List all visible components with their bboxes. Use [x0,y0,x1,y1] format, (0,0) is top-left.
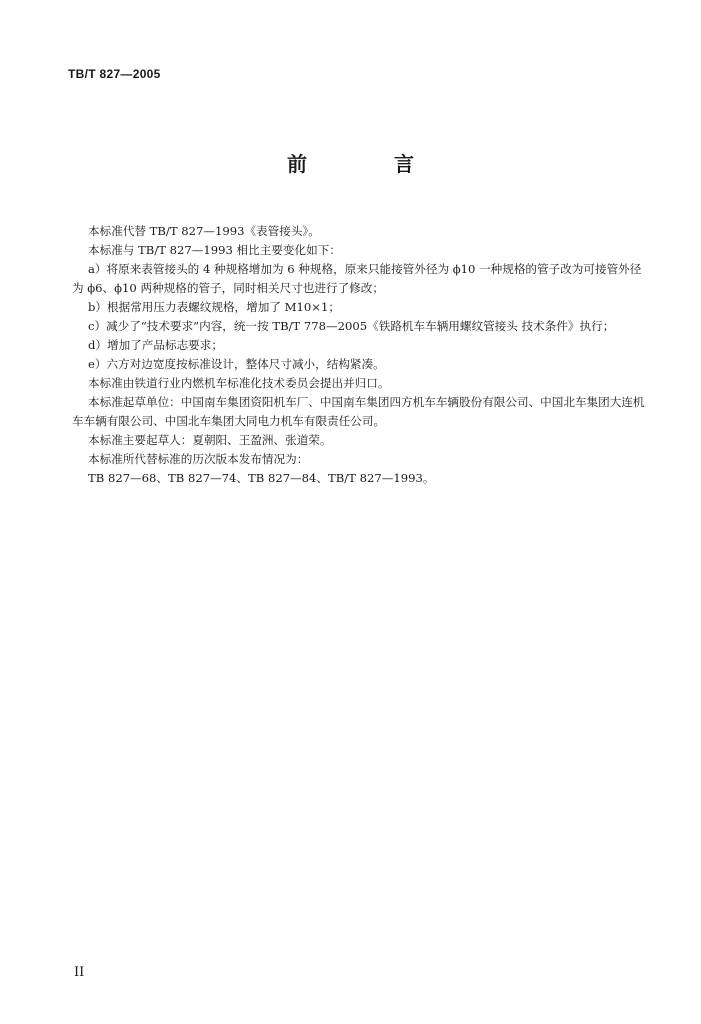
paragraph-changes-intro: 本标准与 TB/T 827—1993 相比主要变化如下： [88,243,341,257]
paragraph-history-list: TB 827—68、TB 827—74、TB 827—84、TB/T 827—1993。 [88,471,435,485]
document-code-header: TB/T 827—2005 [68,67,161,81]
paragraph-history-intro: 本标准所代替标准的历次版本发布情况为： [88,452,309,466]
page-title: 前 言 [287,152,454,176]
list-item-a: a）将原来表管接头的 4 种规格增加为 6 种规格，原来只能接管外径为 ϕ10 一种规格的管子改为可接管外径为 ϕ6、ϕ10 两种规格的管子，同时相关尺寸也进行了修改； [72,262,642,295]
paragraph-proposed-by: 本标准由铁道行业内燃机车标准化技术委员会提出并归口。 [88,376,390,390]
paragraph-drafters: 本标准主要起草人：夏朝阳、王盈洲、张道荣。 [88,433,332,447]
list-item-b: b）根据常用压力表螺纹规格，增加了 M10×1； [88,300,340,314]
list-item-e: e）六方对边宽度按标准设计，整体尺寸减小，结构紧凑。 [88,357,385,371]
list-item-d: d）增加了产品标志要求； [88,338,223,352]
list-item-c: c）减少了“技术要求”内容，统一按 TB/T 778—2005《铁路机车车辆用螺纹管接头 技术条件》执行； [88,319,615,333]
page-number: II [74,965,85,980]
foreword-body [72,222,648,488]
paragraph-drafting-units: 本标准起草单位：中国南车集团资阳机车厂、中国南车集团四方机车车辆股份有限公司、中国北车集团大连机车车辆有限公司、中国北车集团大同电力机车有限责任公司。 [72,395,645,428]
paragraph-replaces: 本标准代替 TB/T 827—1993《表管接头》。 [88,224,320,238]
